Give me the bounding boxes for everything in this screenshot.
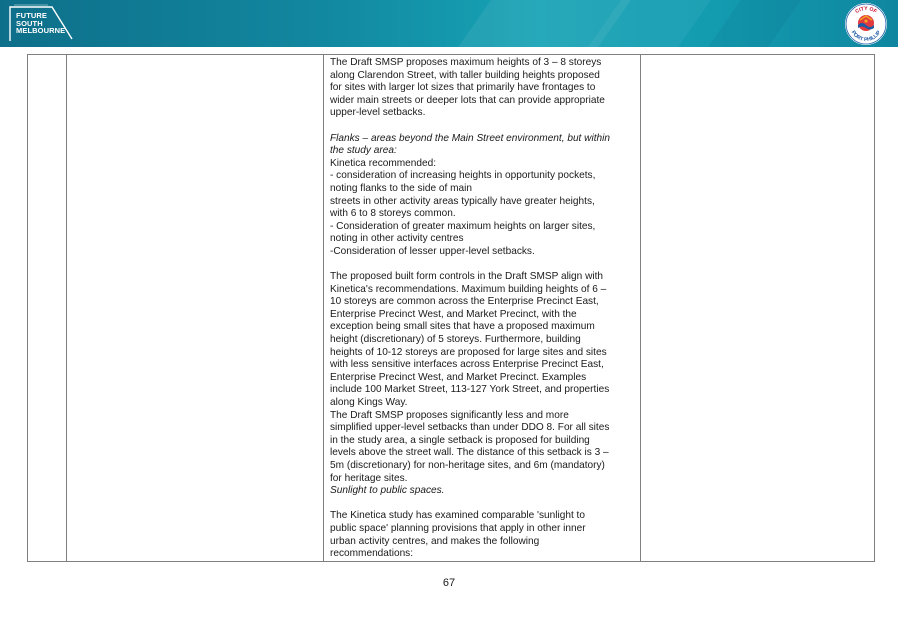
logo-line: MELBOURNE: [16, 26, 66, 35]
logo-line: FUTURE: [16, 11, 48, 20]
content-table: [27, 54, 875, 562]
table-column-divider: [323, 55, 324, 561]
paragraph-spacer: [330, 259, 636, 272]
response-cell: [330, 57, 636, 561]
paragraph: The proposed built form controls in the Draft SMSP align with Kinetica's recommendations. Maximum building heights of 6 – 10 storeys are common across the Enterprise Precinct East, Enterprise Precinct West, and Market Precinct, with the exception being small sites that have a proposed maximum height (discretionary) of 5 storeys. Furthermore, building heights of 10-12 storeys are proposed for large sites and sites with less sensitive interfaces across Enterprise Precinct East, Enterprise Precinct West, and Market Precinct. Examples include 100 Market Street, 113-127 York Street, and properties along Kings Way. The Draft SMSP proposes significantly less and more simplified upper-level setbacks than under DDO 8. For all sites in the study area, a single setback is proposed for building levels above the street wall. The distance of this setback is 3 – 5m (discretionary) for non-heritage sites, and 6m (mandatory) for heritage sites.: [330, 271, 610, 484]
paragraph: The Draft SMSP proposes maximum heights of 3 – 8 storeys along Clarendon Street, with taller building heights proposed for sites with larger lot sizes that primarily have frontages to wider main streets or deeper lots that can provide appropriate upper-level setbacks.: [330, 57, 605, 119]
paragraph-spacer: [330, 120, 636, 133]
svg-text:PORT PHILLIP: PORT PHILLIP: [849, 29, 883, 44]
logo-line: SOUTH: [16, 18, 43, 28]
section-heading: Flanks – areas beyond the Main Street environment, but within the study area:: [330, 132, 610, 157]
svg-text:CITY OF: CITY OF: [854, 5, 878, 15]
header-banner: [0, 0, 898, 47]
section-heading: Sunlight to public spaces.: [330, 485, 445, 497]
page-number: 67: [442, 577, 456, 589]
paragraph: The Kinetica study has examined comparable 'sunlight to public space' planning provisions that apply in other inner urban activity centres, and makes the following recommendations:: [330, 510, 586, 560]
table-column-divider: [640, 55, 641, 561]
paragraph-spacer: [330, 498, 636, 511]
city-of-port-phillip-seal: [843, 1, 889, 47]
city-of-port-phillip-logo: [843, 1, 889, 47]
table-column-divider: [66, 55, 67, 561]
paragraph: Kinetica recommended: - consideration of increasing heights in opportunity pockets, noting flanks to the side of main streets in other activity areas typically have greater heights, with 6 to 8 storeys common. - Consideration of greater maximum heights on larger sites, noting in other activity centres -Consideration of lesser upper-level setbacks.: [330, 157, 596, 257]
future-south-melbourne-logo: [8, 3, 78, 43]
